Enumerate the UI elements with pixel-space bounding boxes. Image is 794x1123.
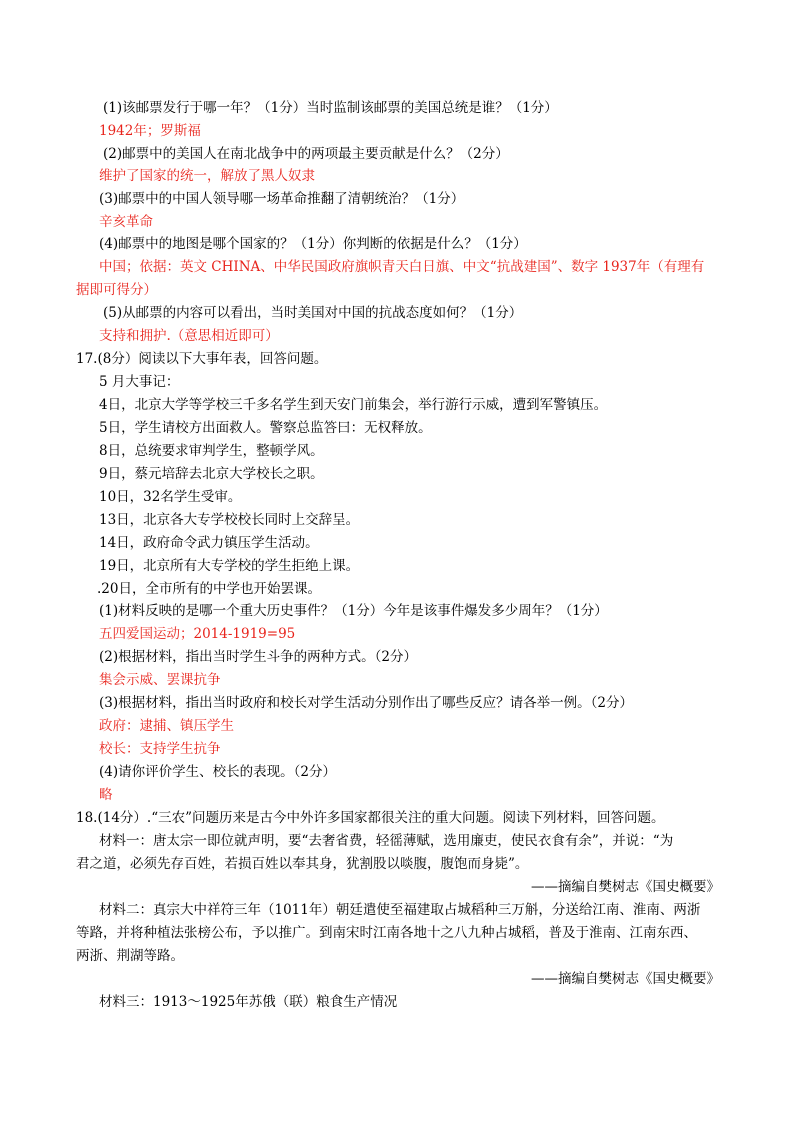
- q16-answer3: 辛亥革命: [99, 214, 153, 230]
- q16-sub1: (1)该邮票发行于哪一年？（1分）当时监制该邮票的美国总统是谁？（1分）: [103, 100, 558, 116]
- q17-sub2: (2)根据材料，指出当时学生斗争的两种方式。（2分）: [99, 649, 417, 665]
- q18-material3-line1: 材料三：1913～1925年苏俄（联）粮食生产情况: [99, 994, 398, 1010]
- q18-material1-line1: 材料一：唐太宗一即位就声明，要“去奢省费，轻徭薄赋，选用廉吏，使民衣食有余”，并说：“为: [99, 833, 674, 849]
- q17-event: 4日，北京大学等学校三千多名学生到天安门前集会，举行游行示威，遭到军警镇压。: [99, 397, 608, 413]
- q16-answer2: 维护了国家的统一，解放了黑人奴隶: [99, 168, 315, 184]
- q16-answer4-line2: 据即可得分）: [76, 282, 157, 298]
- q18-material2-line3: 两浙、荆湖等路。: [76, 948, 184, 964]
- q16-sub2: (2)邮票中的美国人在南北战争中的两项最主要贡献是什么？（2分）: [103, 146, 509, 162]
- q16-answer1: 1942年；罗斯福: [99, 123, 201, 139]
- q17-answer2: 集会示威、罢课抗争: [99, 672, 221, 688]
- q18-material2-source: ——摘编自樊树志《国史概要》: [531, 971, 720, 987]
- q16-answer5: 支持和拥护.（意思相近即可）: [99, 328, 279, 344]
- q17-event: .20日，全市所有的中学也开始罢课。: [97, 581, 321, 597]
- q17-answer1: 五四爱国运动；2014-1919=95: [99, 626, 296, 642]
- q17-answer4: 略: [99, 787, 113, 803]
- q17-event: 10日，32名学生受审。: [99, 489, 242, 505]
- q18-material2-line1: 材料二：真宗大中祥符三年（1011年）朝廷遣使至福建取占城稻种三万斛，分送给江南、淮南、两浙: [99, 902, 701, 918]
- q18-material1-source: ——摘编自樊树志《国史概要》: [531, 879, 720, 895]
- q17-answer3-government: 政府：逮捕、镇压学生: [99, 718, 234, 734]
- q16-sub3: (3)邮票中的中国人领导哪一场革命推翻了清朝统治？（1分）: [99, 191, 465, 207]
- q17-event: 14日，政府命令武力镇压学生活动。: [99, 535, 319, 551]
- q17-event: 9日，蔡元培辞去北京大学校长之职。: [99, 466, 324, 482]
- q18-material1-line2: 君之道，必须先存百姓，若损百姓以奉其身，犹割股以啖腹，腹饱而身毙”。: [76, 856, 529, 872]
- q17-sub4: (4)请你评价学生、校长的表现。（2分）: [99, 764, 336, 780]
- q17-event: 5 月大事记：: [99, 374, 180, 390]
- q17-header: 17.(8分）阅读以下大事年表，回答问题。: [76, 351, 328, 367]
- q17-sub1: (1)材料反映的是哪一个重大历史事件？（1分）今年是该事件爆发多少周年？（1分）: [99, 603, 608, 619]
- q17-event: 19日，北京所有大专学校的学生拒绝上课。: [99, 558, 360, 574]
- q17-answer3-principal: 校长：支持学生抗争: [99, 741, 221, 757]
- q18-material2-line2: 等路，并将种植法张榜公布，予以推广。到南宋时江南各地十之八九种占城稻，普及于淮南、江南东西、: [76, 925, 697, 941]
- q17-sub3: (3)根据材料，指出当时政府和校长对学生活动分别作出了哪些反应？请各举一例。（2分）: [99, 695, 633, 711]
- q18-header: 18.(14分）.“三农”问题历来是古今中外许多国家都很关注的重大问题。阅读下列材料，回答问题。: [76, 810, 665, 826]
- q17-event: 8日，总统要求审判学生，整顿学风。: [99, 443, 324, 459]
- q16-sub5: (5)从邮票的内容可以看出，当时美国对中国的抗战态度如何？（1分）: [103, 305, 523, 321]
- q17-event: 13日，北京各大专学校校长同时上交辞呈。: [99, 512, 360, 528]
- q16-sub4: (4)邮票中的地图是哪个国家的？（1分）你判断的依据是什么？（1分）: [99, 236, 527, 252]
- q17-event: 5日，学生请校方出面救人。警察总监答曰：无权释放。: [99, 420, 432, 436]
- q16-answer4-line1: 中国；依据：英文 CHINA、中华民国政府旗帜青天白日旗、中文“抗战建国”、数字 1937年（有理有: [99, 259, 705, 275]
